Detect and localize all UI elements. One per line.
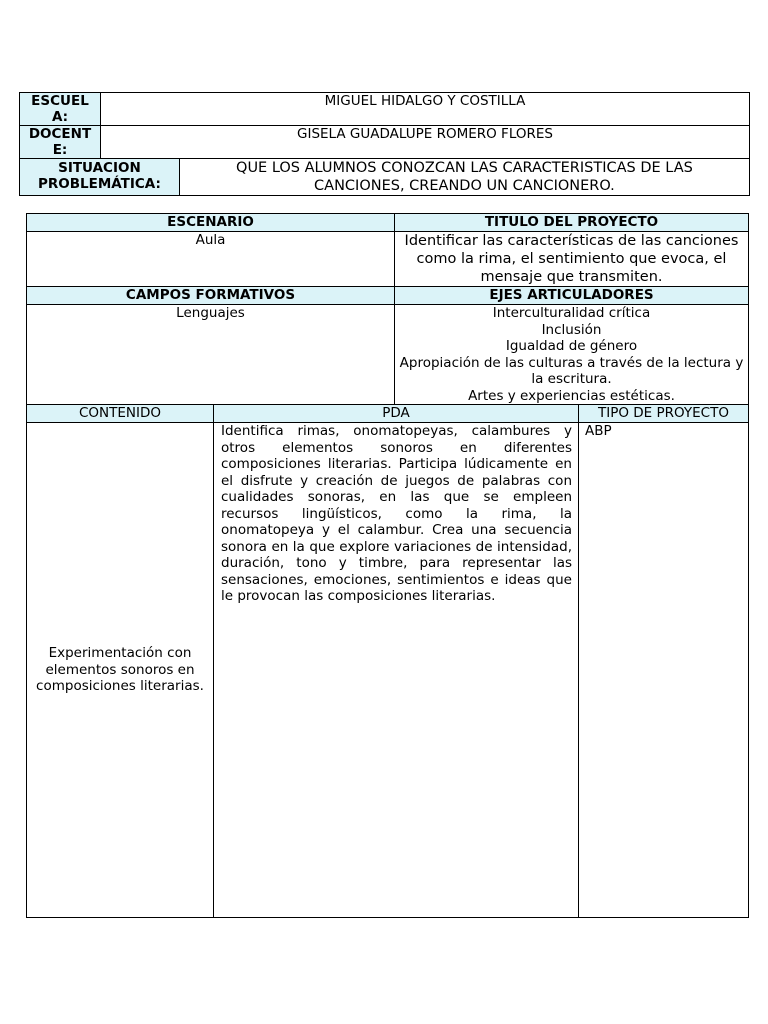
eje-item: Inclusión <box>541 321 602 338</box>
eje-item: Artes y experiencias estéticas. <box>468 387 675 404</box>
escenario-header: ESCENARIO <box>27 214 395 232</box>
tipo-header: TIPO DE PROYECTO <box>579 405 749 423</box>
contenido-value: Experimentación con elementos sonoros en composiciones literarias. <box>27 423 214 918</box>
contenido-header: CONTENIDO <box>27 405 214 423</box>
escuela-value: MIGUEL HIDALGO Y COSTILLA <box>101 93 750 126</box>
titulo-header: TITULO DEL PROYECTO <box>395 214 749 232</box>
tipo-value: ABP <box>579 423 749 918</box>
project-table <box>26 213 749 918</box>
titulo-value: Identificar las características de las canciones como la rima, el sentimiento que evoca, el mensaje que transmiten. <box>395 232 749 287</box>
eje-item: Apropiación de las culturas a través de la lectura y la escritura. <box>399 354 744 387</box>
docente-label: DOCENTE: <box>20 126 101 159</box>
escenario-value: Aula <box>27 232 395 287</box>
eje-item: Igualdad de género <box>505 338 638 354</box>
situacion-label: SITUACION PROBLEMÁTICA: <box>20 159 180 196</box>
ejes-header: EJES ARTICULADORES <box>395 287 749 305</box>
escuela-label: ESCUELA: <box>20 93 101 126</box>
ejes-list <box>395 305 749 405</box>
eje-item: Interculturalidad crítica <box>492 305 651 321</box>
campos-header: CAMPOS FORMATIVOS <box>27 287 395 305</box>
campos-value: Lenguajes <box>27 305 395 405</box>
school-info-table <box>19 92 750 196</box>
pda-header: PDA <box>214 405 579 423</box>
situacion-value: QUE LOS ALUMNOS CONOZCAN LAS CARACTERISTICAS DE LAS CANCIONES, CREANDO UN CANCIONERO. <box>179 159 749 196</box>
pda-value: Identifica rimas, onomatopeyas, calambures y otros elementos sonoros en diferentes composiciones literarias. Participa lúdicamente en el disfrute y creación de juegos de palabras con cualidades sonoras, en las que se empleen recursos lingüísticos, como la rima, la onomatopeya y el calambur. Crea una secuencia sonora en la que explore variaciones de intensidad, duración, tono y timbre, para representar las sensaciones, emociones, sentimientos e ideas que le provocan las composiciones literarias. <box>214 423 579 918</box>
docente-value: GISELA GUADALUPE ROMERO FLORES <box>101 126 750 159</box>
